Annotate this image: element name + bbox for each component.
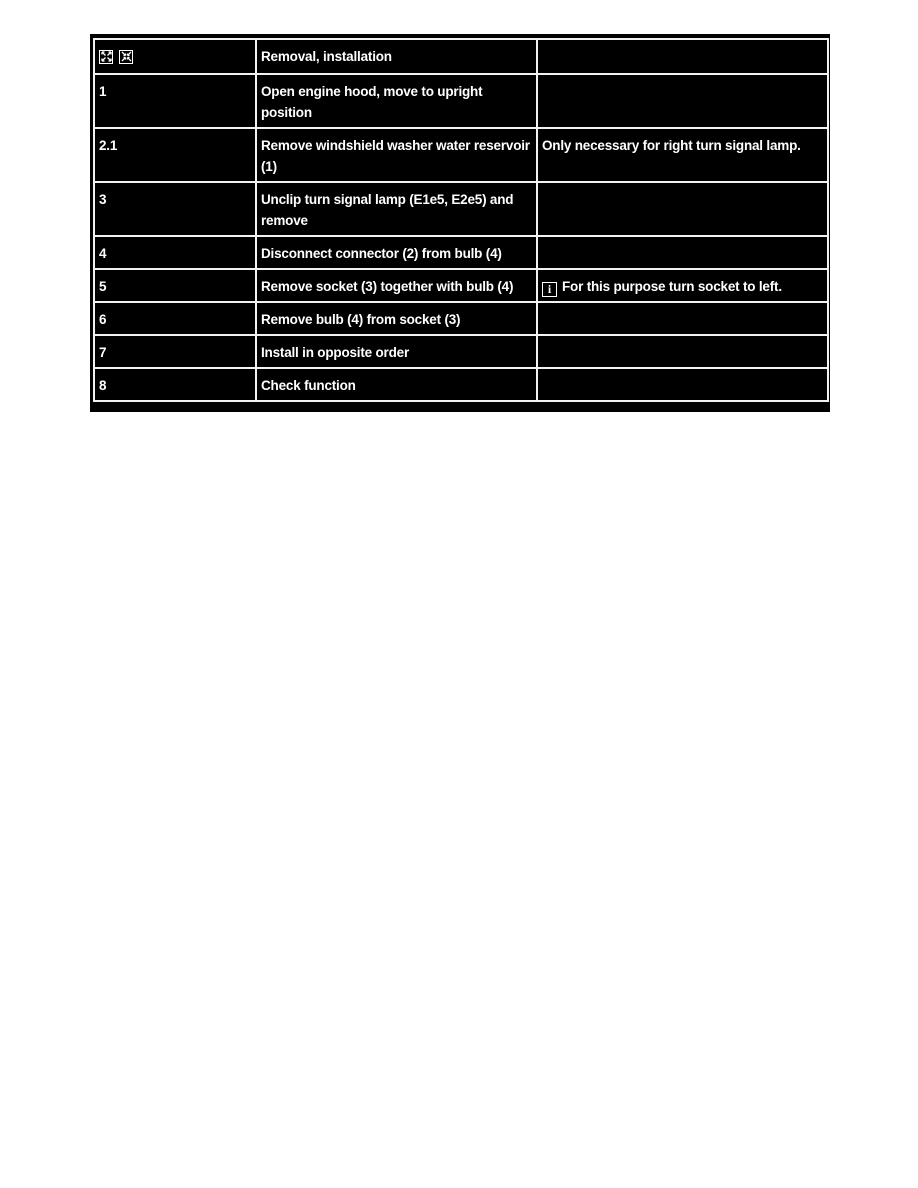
header-note: [537, 39, 828, 74]
table-row: [94, 236, 828, 269]
step-note: [537, 302, 828, 335]
removal-icon: [99, 50, 113, 64]
table-row: [94, 302, 828, 335]
procedure-sheet: [90, 34, 830, 412]
table-header-row: [94, 39, 828, 74]
header-icons-cell: [94, 39, 256, 74]
step-note: [537, 335, 828, 368]
table-row: [94, 269, 828, 302]
table-row: [94, 182, 828, 236]
procedure-table: [93, 38, 829, 402]
step-action: Open engine hood, move to upright position: [256, 74, 537, 128]
step-number: 8: [94, 368, 256, 401]
step-note: [537, 368, 828, 401]
step-number: 3: [94, 182, 256, 236]
step-note: For this purpose turn socket to left.: [562, 279, 782, 294]
header-title: Removal, installation: [256, 39, 537, 74]
step-number: 1: [94, 74, 256, 128]
step-note: [537, 236, 828, 269]
table-row: [94, 74, 828, 128]
step-note: [537, 182, 828, 236]
step-note: Only necessary for right turn signal lamp.: [537, 128, 828, 182]
info-icon: i: [542, 282, 557, 297]
step-number: 5: [94, 269, 256, 302]
step-action: Disconnect connector (2) from bulb (4): [256, 236, 537, 269]
table-row: [94, 128, 828, 182]
step-number: 6: [94, 302, 256, 335]
installation-icon: [119, 50, 133, 64]
step-action: Remove socket (3) together with bulb (4): [256, 269, 537, 302]
step-action: Check function: [256, 368, 537, 401]
table-row: [94, 368, 828, 401]
step-number: 2.1: [94, 128, 256, 182]
step-number: 7: [94, 335, 256, 368]
step-action: Remove bulb (4) from socket (3): [256, 302, 537, 335]
step-note-cell: [537, 269, 828, 302]
step-action: Remove windshield washer water reservoir (1): [256, 128, 537, 182]
table-row: [94, 335, 828, 368]
step-action: Unclip turn signal lamp (E1e5, E2e5) and remove: [256, 182, 537, 236]
step-note: [537, 74, 828, 128]
step-action: Install in opposite order: [256, 335, 537, 368]
step-number: 4: [94, 236, 256, 269]
